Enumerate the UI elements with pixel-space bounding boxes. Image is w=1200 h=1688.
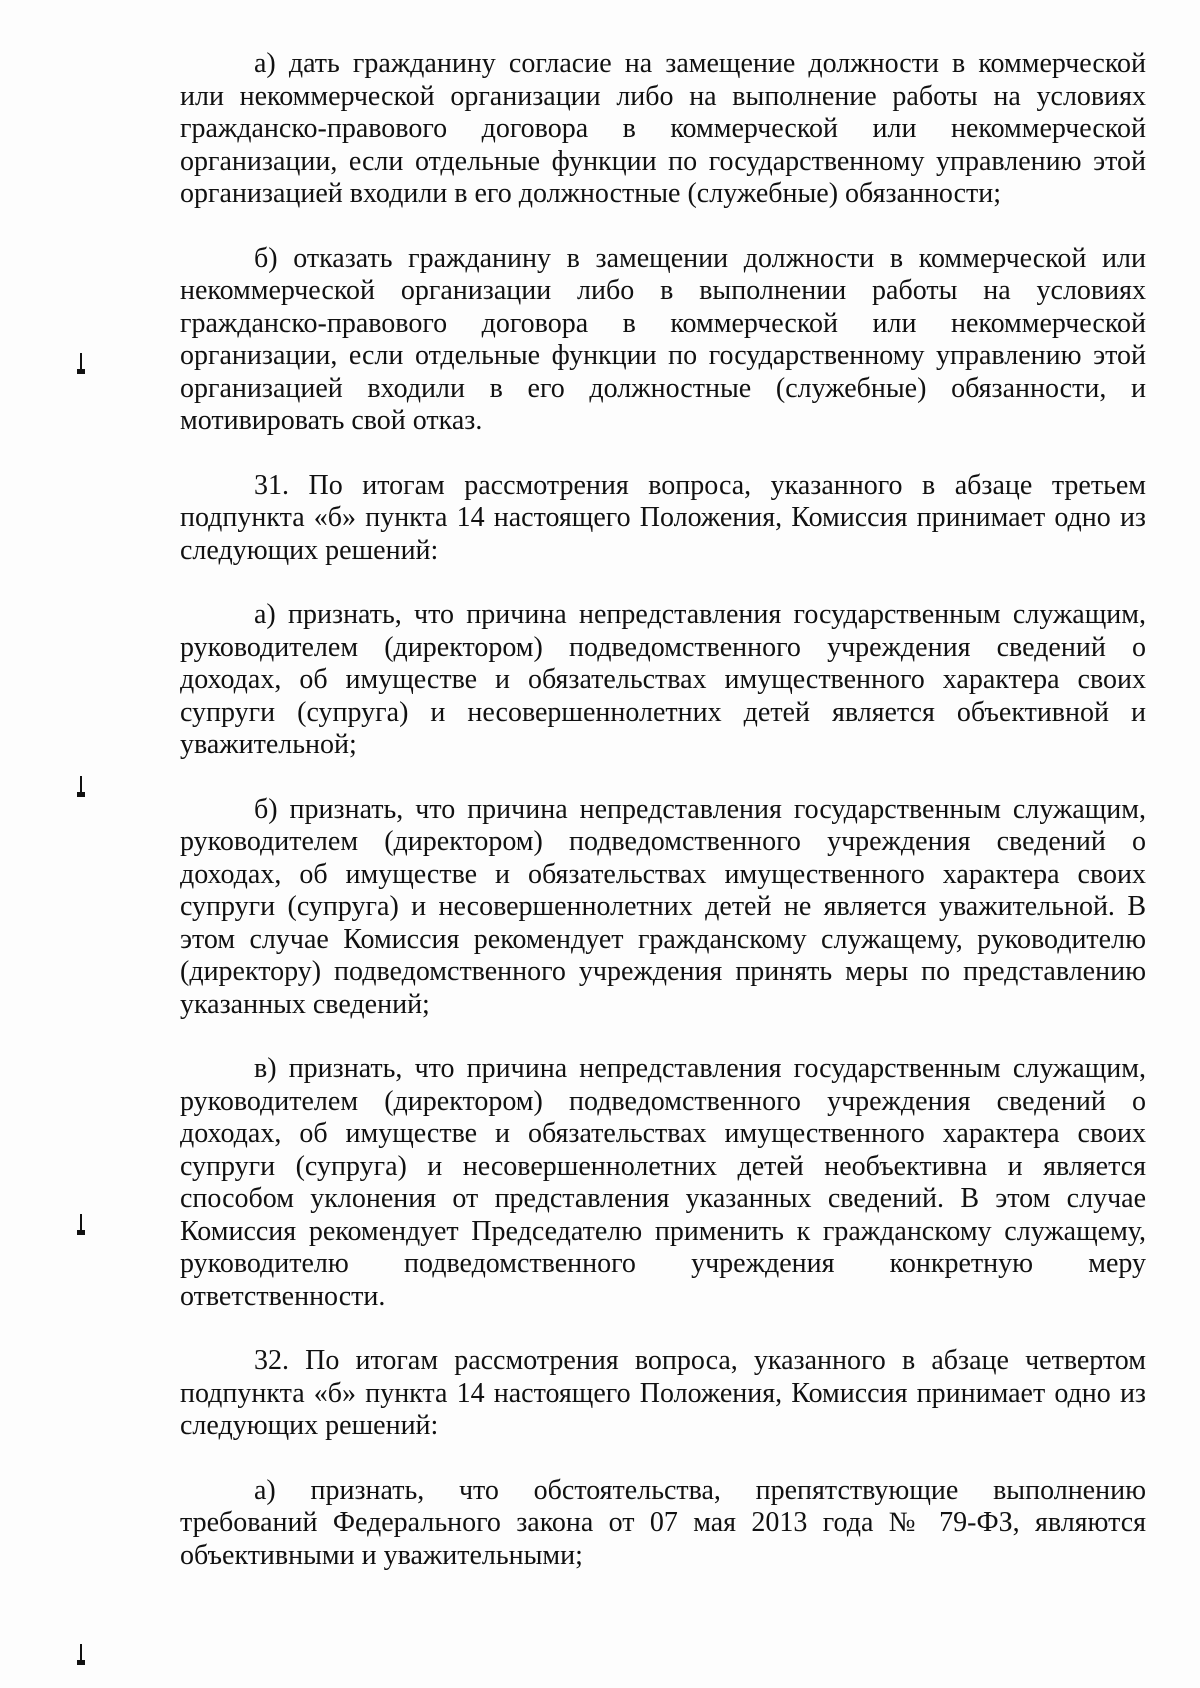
paragraph-31b: б) признать, что причина непредставления государственным служащим, руководителем (директором) подведомственного учреждения сведений о доходах, об имуществе и обязательствах имущественного характера своих супруги (супруга) и несовершеннолетних детей не является уважительной. В этом случае Комиссия рекомендует гражданскому служащему, руководителю (директору) подведомственного учреждения принять меры по представлению указанных сведений; <box>180 793 1146 1020</box>
binding-hole-mark-icon <box>75 1643 87 1669</box>
paragraph-31a: а) признать, что причина непредставления государственным служащим, руководителем (директором) подведомственного учреждения сведений о доходах, об имуществе и обязательствах имущественного характера своих супруги (супруга) и несовершеннолетних детей является объективной и уважительной; <box>180 599 1146 760</box>
paragraph-31: 31. По итогам рассмотрения вопроса, указанного в абзаце третьем подпункта «б» пункта 14 настоящего Положения, Комиссия принимает одно из следующих решений: <box>180 469 1146 566</box>
binding-hole-mark-icon <box>75 352 87 378</box>
binding-hole-mark-icon <box>75 1213 87 1239</box>
paragraph-32: 32. По итогам рассмотрения вопроса, указанного в абзаце четвертом подпункта «б» пункта 14 настоящего Положения, Комиссия принимает одно из следующих решений: <box>180 1345 1146 1441</box>
document-body <box>180 48 1146 1572</box>
paragraph-30b: б) отказать гражданину в замещении должности в коммерческой или некоммерческой организации либо в выполнении работы на условиях гражданско-правового договора в коммерческой или некоммерческой организации, если отдельные функции по государственному управлению этой организацией входили в его должностные (служебные) обязанности, и мотивировать свой отказ. <box>180 242 1146 436</box>
paragraph-31v: в) признать, что причина непредставления государственным служащим, руководителем (директором) подведомственного учреждения сведений о доходах, об имуществе и обязательствах имущественного характера своих супруги (супруга) и несовершеннолетних детей необъективна и является способом уклонения от представления указанных сведений. В этом случае Комиссия рекомендует Председателю применить к гражданскому служащему, руководителю подведомственного учреждения конкретную меру ответственности. <box>180 1053 1146 1312</box>
paragraph-32a: а) признать, что обстоятельства, препятствующие выполнению требований Федерального закона от 07 мая 2013 года № 79-ФЗ, являются объективными и уважительными; <box>180 1474 1146 1571</box>
paragraph-30a: а) дать гражданину согласие на замещение должности в коммерческой или некоммерческой организации либо на выполнение работы на условиях гражданско-правового договора в коммерческой или некоммерческой организации, если отдельные функции по государственному управлению этой организацией входили в его должностные (служебные) обязанности; <box>180 48 1146 209</box>
binding-hole-mark-icon <box>75 775 87 801</box>
